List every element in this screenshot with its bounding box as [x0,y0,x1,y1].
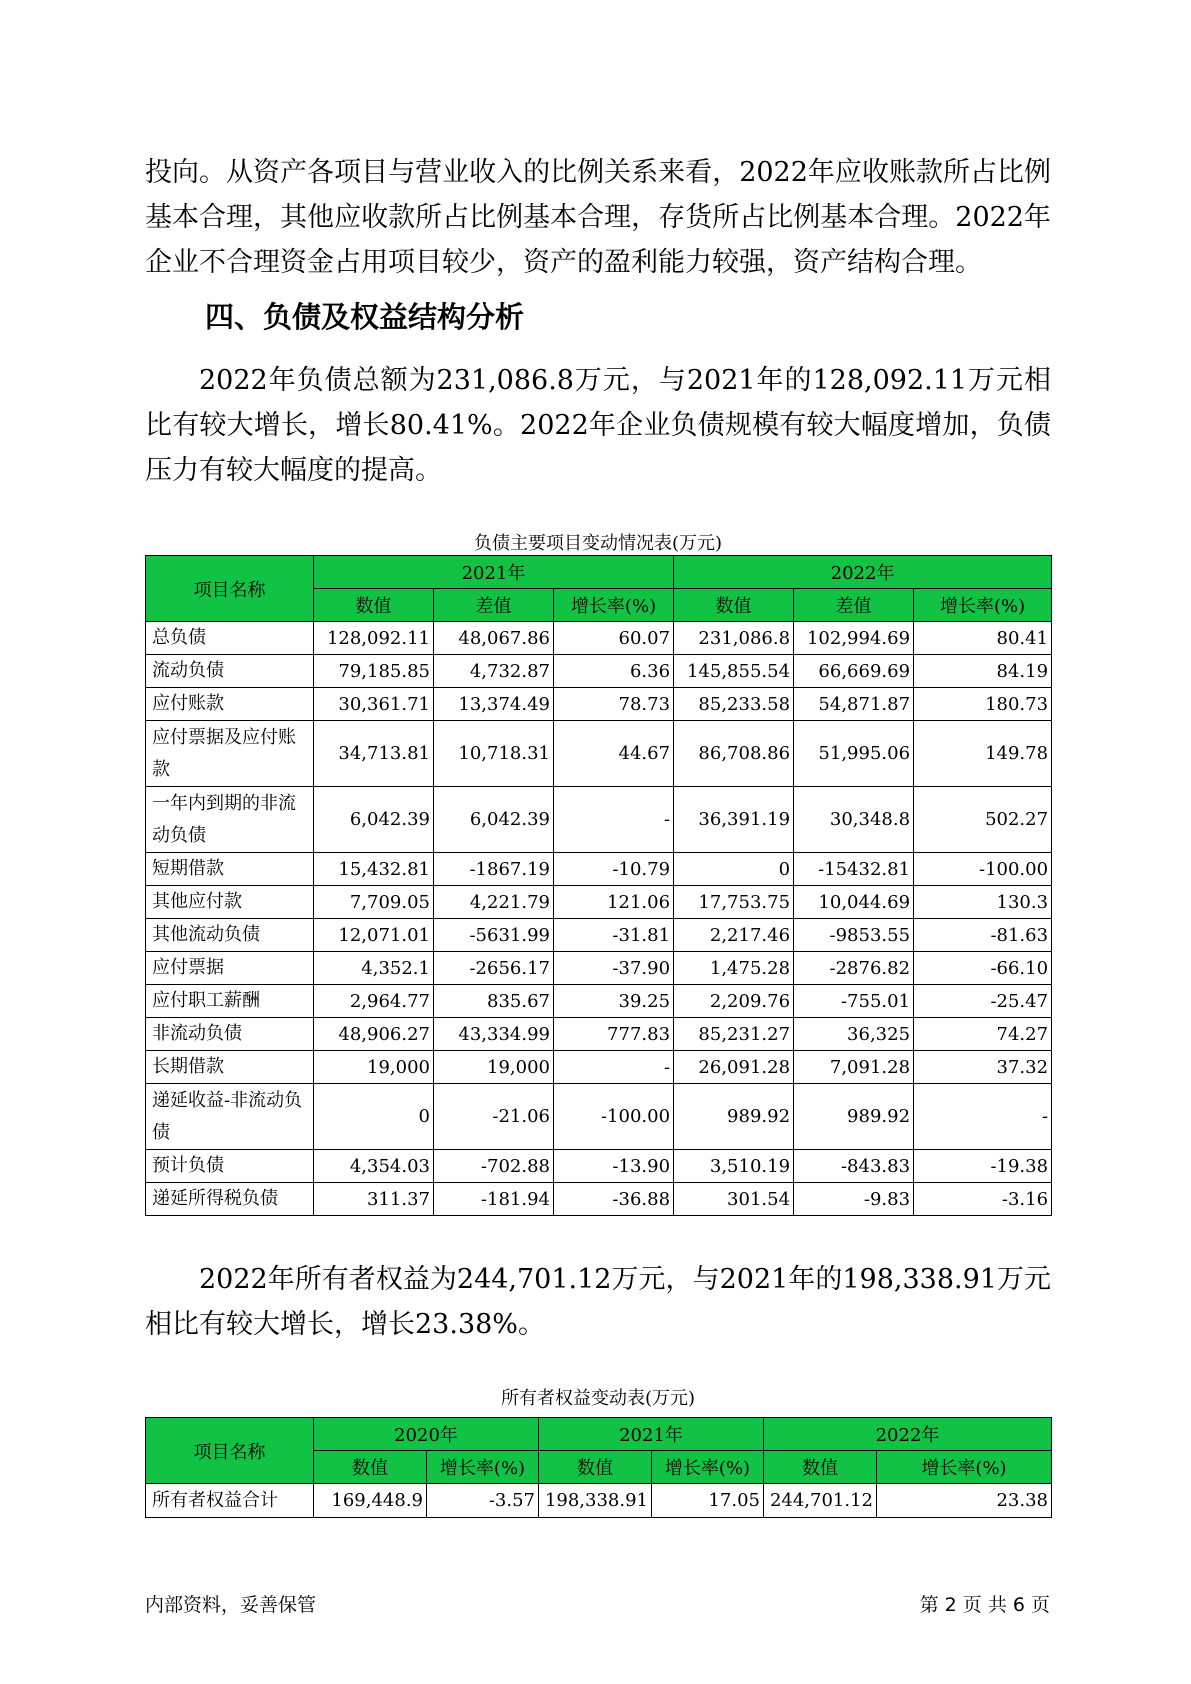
table-cell: -3.57 [427,1484,539,1518]
table-cell: 145,855.54 [674,655,794,688]
table-cell: 502.27 [914,787,1052,853]
table-cell: -10.79 [554,853,674,886]
table-cell: -2656.17 [434,952,554,985]
table-row [146,919,1052,952]
row-item-name: 递延收益-非流动负债 [146,1084,314,1150]
table-cell: 2,209.76 [674,985,794,1018]
table-cell: -25.47 [914,985,1052,1018]
table-cell: 7,709.05 [314,886,434,919]
table-cell: 85,233.58 [674,688,794,721]
table-cell: 149.78 [914,721,1052,787]
row-item-name: 预计负债 [146,1150,314,1183]
table-row [146,1183,1052,1216]
table-cell: 169,448.9 [314,1484,427,1518]
table-cell: 19,000 [434,1051,554,1084]
table-cell: 130.3 [914,886,1052,919]
table-cell: -15432.81 [794,853,914,886]
table-cell: 6,042.39 [434,787,554,853]
table-cell: 60.07 [554,622,674,655]
table-cell: - [554,1051,674,1084]
header-year: 2020年 [314,1418,539,1451]
table-cell: -2876.82 [794,952,914,985]
row-item-name: 递延所得税负债 [146,1183,314,1216]
row-item-name: 其他流动负债 [146,919,314,952]
table-cell: 1,475.28 [674,952,794,985]
table-cell: 2,964.77 [314,985,434,1018]
table-cell: 30,361.71 [314,688,434,721]
header-year: 2021年 [314,556,674,589]
table-cell: -9853.55 [794,919,914,952]
header-sub: 数值 [314,1451,427,1484]
table-cell: 3,510.19 [674,1150,794,1183]
row-item-name: 所有者权益合计 [146,1484,314,1518]
table-cell: -702.88 [434,1150,554,1183]
table-row [146,787,1052,853]
table-cell: 15,432.81 [314,853,434,886]
header-year: 2021年 [539,1418,764,1451]
table-cell: 43,334.99 [434,1018,554,1051]
liability-table [145,555,1052,1216]
table-row [146,1084,1052,1150]
row-item-name: 长期借款 [146,1051,314,1084]
table-cell: 121.06 [554,886,674,919]
table-cell: 198,338.91 [539,1484,652,1518]
table-cell: -843.83 [794,1150,914,1183]
table-cell: 4,732.87 [434,655,554,688]
header-sub: 增长率(%) [554,589,674,622]
table-row [146,952,1052,985]
table-cell: 51,995.06 [794,721,914,787]
table-cell: -13.90 [554,1150,674,1183]
header-sub: 数值 [764,1451,877,1484]
table-cell: 6.36 [554,655,674,688]
table-cell: 19,000 [314,1051,434,1084]
table-cell: 128,092.11 [314,622,434,655]
equity-table-caption: 所有者权益变动表(万元) [500,1388,696,1409]
table-cell: -9.83 [794,1183,914,1216]
table-cell: 48,067.86 [434,622,554,655]
row-item-name: 应付票据及应付账款 [146,721,314,787]
equity-table [145,1417,1052,1518]
table-cell: 17,753.75 [674,886,794,919]
table-row [146,688,1052,721]
table-cell: 244,701.12 [764,1484,877,1518]
table-cell: 6,042.39 [314,787,434,853]
table-cell: 4,352.1 [314,952,434,985]
table-cell: -19.38 [914,1150,1052,1183]
table-row [146,721,1052,787]
table-cell: 86,708.86 [674,721,794,787]
table-cell: 989.92 [674,1084,794,1150]
table-cell: 0 [674,853,794,886]
table-cell: 7,091.28 [794,1051,914,1084]
header-year: 2022年 [764,1418,1052,1451]
table-cell: 0 [314,1084,434,1150]
table-cell: -31.81 [554,919,674,952]
table-cell: 44.67 [554,721,674,787]
row-item-name: 非流动负债 [146,1018,314,1051]
row-item-name: 应付职工薪酬 [146,985,314,1018]
table-cell: 54,871.87 [794,688,914,721]
table-cell: 13,374.49 [434,688,554,721]
table-cell: - [914,1084,1052,1150]
row-item-name: 流动负债 [146,655,314,688]
table-cell: -1867.19 [434,853,554,886]
table-cell: 180.73 [914,688,1052,721]
header-item-name: 项目名称 [146,1418,314,1484]
table-cell: 835.67 [434,985,554,1018]
table-cell: 39.25 [554,985,674,1018]
table-cell: 231,086.8 [674,622,794,655]
table-cell: 37.32 [914,1051,1052,1084]
table-cell: 17.05 [652,1484,764,1518]
table-row [146,1018,1052,1051]
table-row [146,1150,1052,1183]
table-row [146,886,1052,919]
table-cell: 85,231.27 [674,1018,794,1051]
row-item-name: 其他应付款 [146,886,314,919]
paragraph-liability-summary: 2022年负债总额为231,086.8万元，与2021年的128,092.11万元相比有较大增长，增长80.41%。2022年企业负债规模有较大幅度增加，负债压力有较大幅度的提高。 [145,365,1051,486]
table-cell: 10,718.31 [434,721,554,787]
row-item-name: 应付账款 [146,688,314,721]
table-cell: 26,091.28 [674,1051,794,1084]
table-cell: -100.00 [554,1084,674,1150]
table-cell: -81.63 [914,919,1052,952]
header-sub: 数值 [539,1451,652,1484]
table-cell: -100.00 [914,853,1052,886]
table-row [146,853,1052,886]
liability-table-caption: 负债主要项目变动情况表(万元) [473,533,723,554]
table-cell: -37.90 [554,952,674,985]
table-cell: -755.01 [794,985,914,1018]
table-cell: 10,044.69 [794,886,914,919]
table-cell: -21.06 [434,1084,554,1150]
table-row [146,655,1052,688]
table-cell: 30,348.8 [794,787,914,853]
header-sub: 增长率(%) [652,1451,764,1484]
table-cell: 34,713.81 [314,721,434,787]
table-cell: -36.88 [554,1183,674,1216]
table-cell: 12,071.01 [314,919,434,952]
table-cell: 311.37 [314,1183,434,1216]
table-cell: 74.27 [914,1018,1052,1051]
table-cell: 36,391.19 [674,787,794,853]
row-item-name: 一年内到期的非流动负债 [146,787,314,853]
header-sub: 差值 [434,589,554,622]
row-item-name: 应付票据 [146,952,314,985]
header-sub: 增长率(%) [914,589,1052,622]
table-cell: 79,185.85 [314,655,434,688]
table-cell: -3.16 [914,1183,1052,1216]
header-year: 2022年 [674,556,1052,589]
header-sub: 数值 [314,589,434,622]
table-cell: 48,906.27 [314,1018,434,1051]
table-cell: 102,994.69 [794,622,914,655]
header-item-name: 项目名称 [146,556,314,622]
row-item-name: 短期借款 [146,853,314,886]
paragraph-asset-conclusion: 投向。从资产各项目与营业收入的比例关系来看，2022年应收账款所占比例基本合理，其他应收款所占比例基本合理，存货所占比例基本合理。2022年企业不合理资金占用项目较少，资产的盈利能力较强，资产结构合理。 [145,157,1051,278]
footer-page-number: 第 2 页 共 6 页 [919,1594,1050,1616]
table-cell: 4,354.03 [314,1150,434,1183]
header-sub: 数值 [674,589,794,622]
table-row [146,622,1052,655]
paragraph-equity-summary: 2022年所有者权益为244,701.12万元，与2021年的198,338.91万元相比有较大增长，增长23.38%。 [145,1264,1051,1340]
table-cell: -5631.99 [434,919,554,952]
table-cell: 84.19 [914,655,1052,688]
header-sub: 差值 [794,589,914,622]
footer-confidential-note: 内部资料，妥善保管 [145,1594,317,1616]
table-row [146,985,1052,1018]
table-cell: 80.41 [914,622,1052,655]
table-row [146,1484,1052,1518]
table-cell: 2,217.46 [674,919,794,952]
section-heading: 四、负债及权益结构分析 [205,300,525,334]
table-cell: 989.92 [794,1084,914,1150]
row-item-name: 总负债 [146,622,314,655]
table-cell: 36,325 [794,1018,914,1051]
table-cell: -66.10 [914,952,1052,985]
table-cell: 777.83 [554,1018,674,1051]
header-sub: 增长率(%) [427,1451,539,1484]
table-cell: 23.38 [877,1484,1052,1518]
table-cell: 4,221.79 [434,886,554,919]
table-cell: - [554,787,674,853]
header-sub: 增长率(%) [877,1451,1052,1484]
table-cell: 78.73 [554,688,674,721]
table-cell: 301.54 [674,1183,794,1216]
table-row [146,1051,1052,1084]
table-cell: 66,669.69 [794,655,914,688]
table-cell: -181.94 [434,1183,554,1216]
